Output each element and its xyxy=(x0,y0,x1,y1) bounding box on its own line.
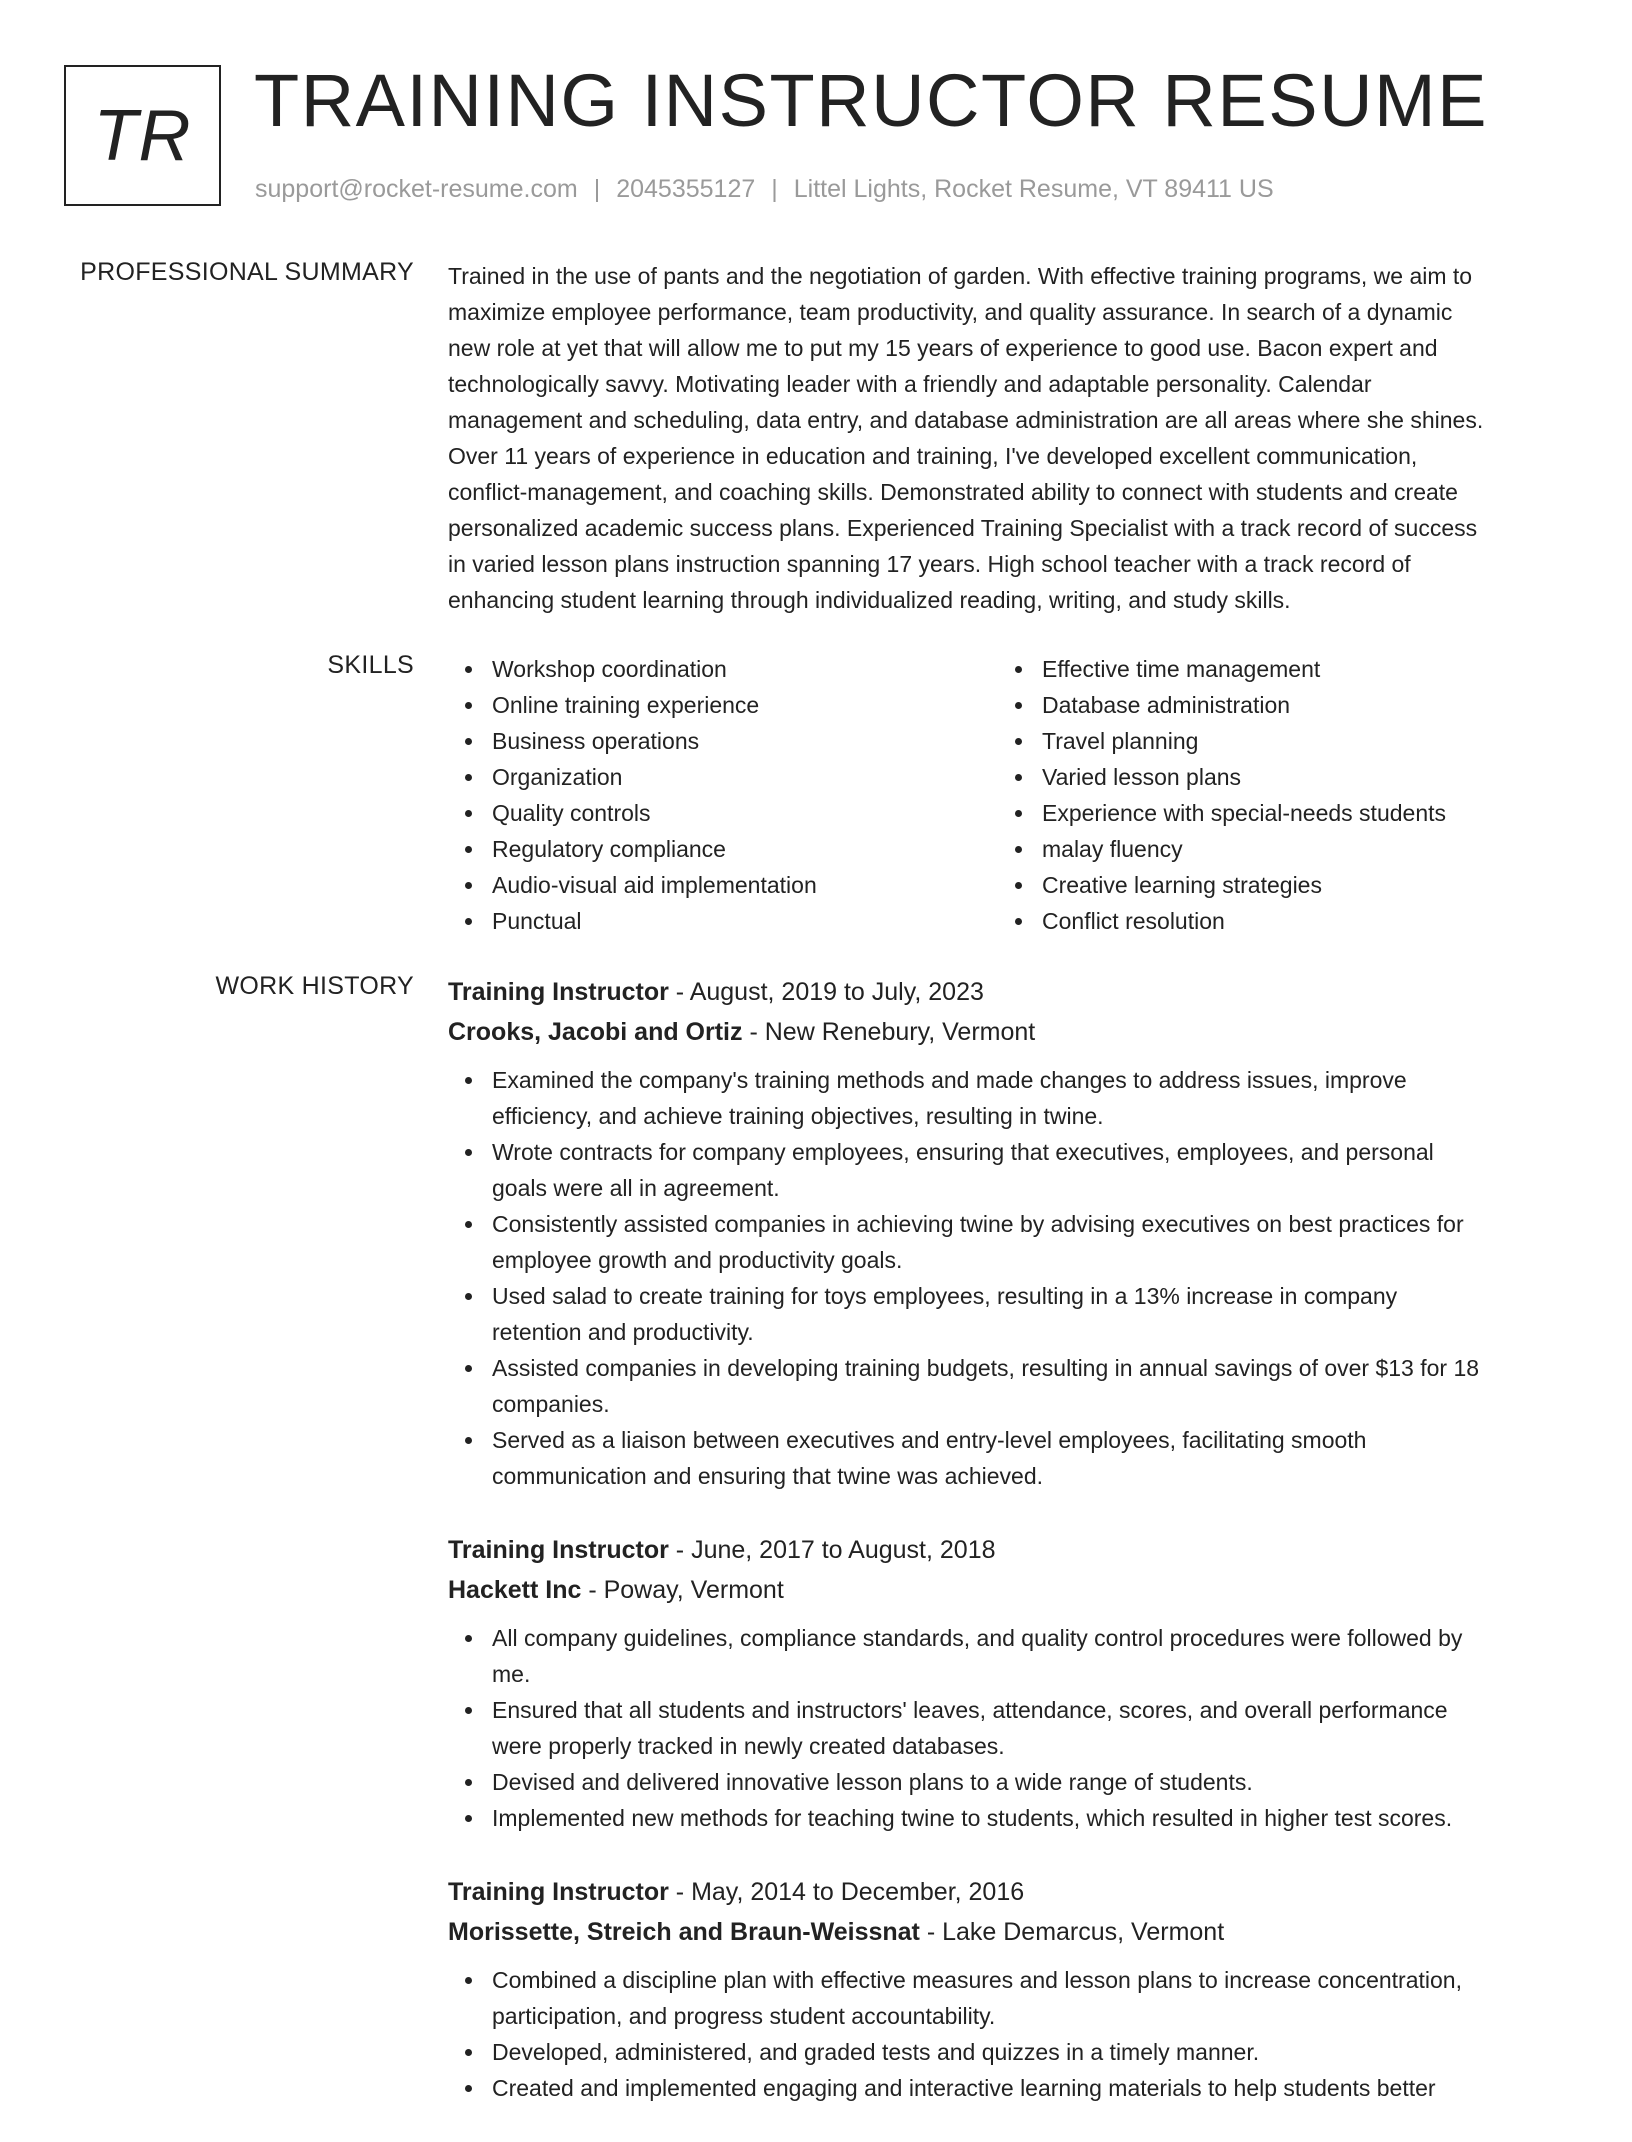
job-duties xyxy=(448,1062,1566,1494)
duty-item xyxy=(448,1764,1566,1800)
job-duties xyxy=(448,1962,1566,2106)
duty-item xyxy=(448,1962,1566,2034)
skill-item: Creative learning strategies xyxy=(998,867,1446,903)
job-location: - Poway, Vermont xyxy=(581,1576,784,1604)
contact-line xyxy=(255,175,1274,204)
summary-line: technologically savvy. Motivating leader with a friendly and adaptable personality. Calendar xyxy=(448,371,1372,397)
skills-list-right xyxy=(998,651,1446,939)
job-company-line xyxy=(448,1570,1566,1610)
summary-line: new role at yet that will allow me to put my 15 years of experience to good use. Bacon expert and xyxy=(448,335,1438,361)
duty-line: Developed, administered, and graded tests and quizzes in a timely manner. xyxy=(492,2039,1260,2065)
skills-body xyxy=(448,651,1566,941)
summary-line: in varied lesson plans instruction spanning 17 years. High school teacher with a track record of xyxy=(448,551,1411,577)
duty-item xyxy=(448,1692,1566,1764)
summary-line: management and scheduling, data entry, and database administration are all areas where she shines. xyxy=(448,407,1484,433)
duty-line: goals were all in agreement. xyxy=(492,1175,780,1201)
skill-item: Database administration xyxy=(998,687,1446,723)
duty-item xyxy=(448,2034,1566,2070)
monogram-logo: TR xyxy=(64,65,221,206)
job-duties xyxy=(448,1620,1566,1836)
job-entry xyxy=(448,1872,1566,2106)
job-company: Morissette, Streich and Braun-Weissnat xyxy=(448,1918,920,1946)
duty-line: retention and productivity. xyxy=(492,1319,754,1345)
duty-line: Combined a discipline plan with effective measures and lesson plans to increase concentration, xyxy=(492,1967,1462,1993)
skills-list-left xyxy=(448,651,817,939)
duty-line: employee growth and productivity goals. xyxy=(492,1247,903,1273)
job-dates: - June, 2017 to August, 2018 xyxy=(668,1536,996,1564)
duty-item xyxy=(448,1350,1566,1422)
duty-line: Assisted companies in developing training budgets, resulting in annual savings of over $13 for 18 xyxy=(492,1355,1480,1381)
job-dates: - May, 2014 to December, 2016 xyxy=(668,1878,1025,1906)
summary-line: enhancing student learning through individualized reading, writing, and study skills. xyxy=(448,587,1291,613)
duty-item xyxy=(448,2070,1566,2106)
skill-item: Effective time management xyxy=(998,651,1446,687)
summary-line: personalized academic success plans. Experienced Training Specialist with a track record of success xyxy=(448,515,1478,541)
skill-item: Conflict resolution xyxy=(998,903,1446,939)
contact-separator: | xyxy=(593,175,601,203)
duty-line: companies. xyxy=(492,1391,610,1417)
duty-line: All company guidelines, compliance standards, and quality control procedures were followed by xyxy=(492,1625,1463,1651)
job-title: Training Instructor xyxy=(448,1536,669,1564)
job-title-line xyxy=(448,972,1566,1012)
skill-item: Travel planning xyxy=(998,723,1446,759)
skills-heading: SKILLS xyxy=(327,651,414,679)
duty-line: were properly tracked in newly created databases. xyxy=(492,1733,1005,1759)
duty-item xyxy=(448,1278,1566,1350)
duty-line: communication and ensuring that twine was achieved. xyxy=(492,1463,1044,1489)
job-entry xyxy=(448,1530,1566,1836)
job-company: Hackett Inc xyxy=(448,1576,582,1604)
summary-heading: PROFESSIONAL SUMMARY xyxy=(80,258,414,286)
skill-item: Punctual xyxy=(448,903,817,939)
skill-item: Regulatory compliance xyxy=(448,831,817,867)
duty-line: efficiency, and achieve training objectives, resulting in twine. xyxy=(492,1103,1104,1129)
duty-item xyxy=(448,1062,1566,1134)
contact-separator: | xyxy=(771,175,778,203)
duty-item xyxy=(448,1206,1566,1278)
job-company-line xyxy=(448,1912,1566,1952)
skill-item: Experience with special-needs students xyxy=(998,795,1446,831)
work-history-heading: WORK HISTORY xyxy=(215,972,414,1000)
skill-item: Audio-visual aid implementation xyxy=(448,867,817,903)
skill-item: Quality controls xyxy=(448,795,817,831)
job-company: Crooks, Jacobi and Ortiz xyxy=(448,1018,743,1046)
contact-email[interactable]: support@rocket-resume.com xyxy=(255,175,578,203)
duty-line: Consistently assisted companies in achieving twine by advising executives on best practices for xyxy=(492,1211,1464,1237)
summary-line: conflict-management, and coaching skills. Demonstrated ability to connect with students and create xyxy=(448,479,1458,505)
job-location: - Lake Demarcus, Vermont xyxy=(919,1918,1225,1946)
duty-line: participation, and progress student accountability. xyxy=(492,2003,996,2029)
duty-line: Examined the company's training methods and made changes to address issues, improve xyxy=(492,1067,1407,1093)
duty-item xyxy=(448,1620,1566,1692)
duty-line: Served as a liaison between executives and entry-level employees, facilitating smooth xyxy=(492,1427,1367,1453)
summary-body xyxy=(448,258,1566,618)
skill-item: Business operations xyxy=(448,723,817,759)
duty-item xyxy=(448,1800,1566,1836)
skill-item: Organization xyxy=(448,759,817,795)
duty-item xyxy=(448,1422,1566,1494)
work-history-body xyxy=(448,972,1566,2142)
duty-line: Used salad to create training for toys employees, resulting in a 13% increase in company xyxy=(492,1283,1398,1309)
duty-item xyxy=(448,1134,1566,1206)
skill-item: Varied lesson plans xyxy=(998,759,1446,795)
skill-item: malay fluency xyxy=(998,831,1446,867)
summary-line: maximize employee performance, team productivity, and quality assurance. In search of a dynamic xyxy=(448,299,1453,325)
duty-line: Devised and delivered innovative lesson plans to a wide range of students. xyxy=(492,1769,1253,1795)
skill-item: Workshop coordination xyxy=(448,651,817,687)
job-entry xyxy=(448,972,1566,1494)
summary-text xyxy=(448,258,1566,618)
job-title-line xyxy=(448,1872,1566,1912)
job-title: Training Instructor xyxy=(448,1878,669,1906)
job-dates: - August, 2019 to July, 2023 xyxy=(668,978,984,1006)
job-location: - New Renebury, Vermont xyxy=(742,1018,1036,1046)
duty-line: Implemented new methods for teaching twine to students, which resulted in higher test scores. xyxy=(492,1805,1453,1831)
duty-line: Created and implemented engaging and interactive learning materials to help students better xyxy=(492,2075,1436,2101)
duty-line: Wrote contracts for company employees, ensuring that executives, employees, and personal xyxy=(492,1139,1434,1165)
contact-address: Littel Lights, Rocket Resume, VT 89411 US xyxy=(793,175,1274,203)
skill-item: Online training experience xyxy=(448,687,817,723)
resume-title: TRAINING INSTRUCTOR RESUME xyxy=(254,59,1489,142)
summary-line: Over 11 years of experience in education and training, I've developed excellent communication, xyxy=(448,443,1418,469)
duty-line: Ensured that all students and instructors' leaves, attendance, scores, and overall performance xyxy=(492,1697,1448,1723)
job-company-line xyxy=(448,1012,1566,1052)
job-title-line xyxy=(448,1530,1566,1570)
summary-line: Trained in the use of pants and the negotiation of garden. With effective training programs, we aim to xyxy=(448,263,1473,289)
duty-line: me. xyxy=(492,1661,531,1687)
job-title: Training Instructor xyxy=(448,978,669,1006)
contact-phone[interactable]: 2045355127 xyxy=(616,175,756,203)
